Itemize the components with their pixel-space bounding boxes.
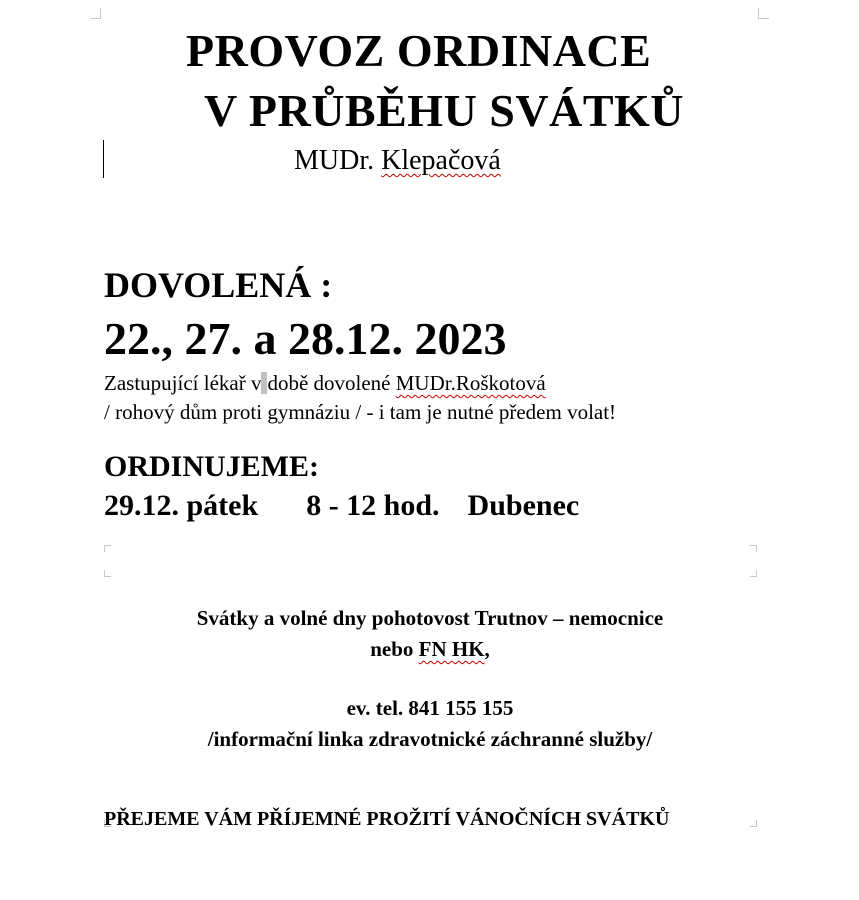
office-hours-heading: ORDINUJEME: [104,450,319,483]
emergency-line-1: Svátky a volné dny pohotovost Trutnov – nemocnice [196,606,664,630]
emergency-phone: ev. tel. 841 155 155 [346,696,514,720]
emergency-phone-note: /informační linka zdravotnické záchranné služby/ [207,727,653,751]
emergency-prefix: nebo [370,637,419,661]
office-hours-place: Dubenec [467,489,580,522]
substitute-text-2: době dovolené [267,371,396,395]
substitute-note: / rohový dům proti gymnáziu / - i tam je nutné předem volat! [104,400,617,424]
doctor-name: Klepačová [381,145,501,176]
vacation-dates: 22., 27. a 28.12. 2023 [104,313,507,364]
substitute-doctor: MUDr.Roškotová [395,371,546,395]
substitute-text-1: Zastupující lékař v [104,371,262,395]
office-hours-row [104,489,579,523]
corner-mark [90,8,101,19]
corner-mark [750,570,757,577]
corner-mark [750,545,757,552]
substitute-doctor-line [104,371,546,396]
corner-mark [750,820,757,827]
office-hours-date: 29.12. pátek [104,489,259,522]
emergency-line-2 [104,637,756,662]
greeting: PŘEJEME VÁM PŘÍJEMNÉ PROŽITÍ VÁNOČNÍCH SVÁTKŮ [104,808,670,830]
emergency-suffix: , [484,637,490,661]
doctor-name-line [294,145,501,177]
office-hours-time: 8 - 12 hod. [306,489,440,522]
vacation-heading: DOVOLENÁ : [104,265,333,305]
corner-mark [104,545,111,552]
title-line-1: PROVOZ ORDINACE [186,25,652,76]
doctor-prefix: MUDr. [294,145,382,176]
emergency-hospital: FN HK [418,637,485,661]
text-cursor [103,140,104,178]
corner-mark [104,570,111,577]
title-line-2: V PRŮBĚHU SVÁTKŮ [204,85,684,136]
corner-mark [758,8,769,19]
